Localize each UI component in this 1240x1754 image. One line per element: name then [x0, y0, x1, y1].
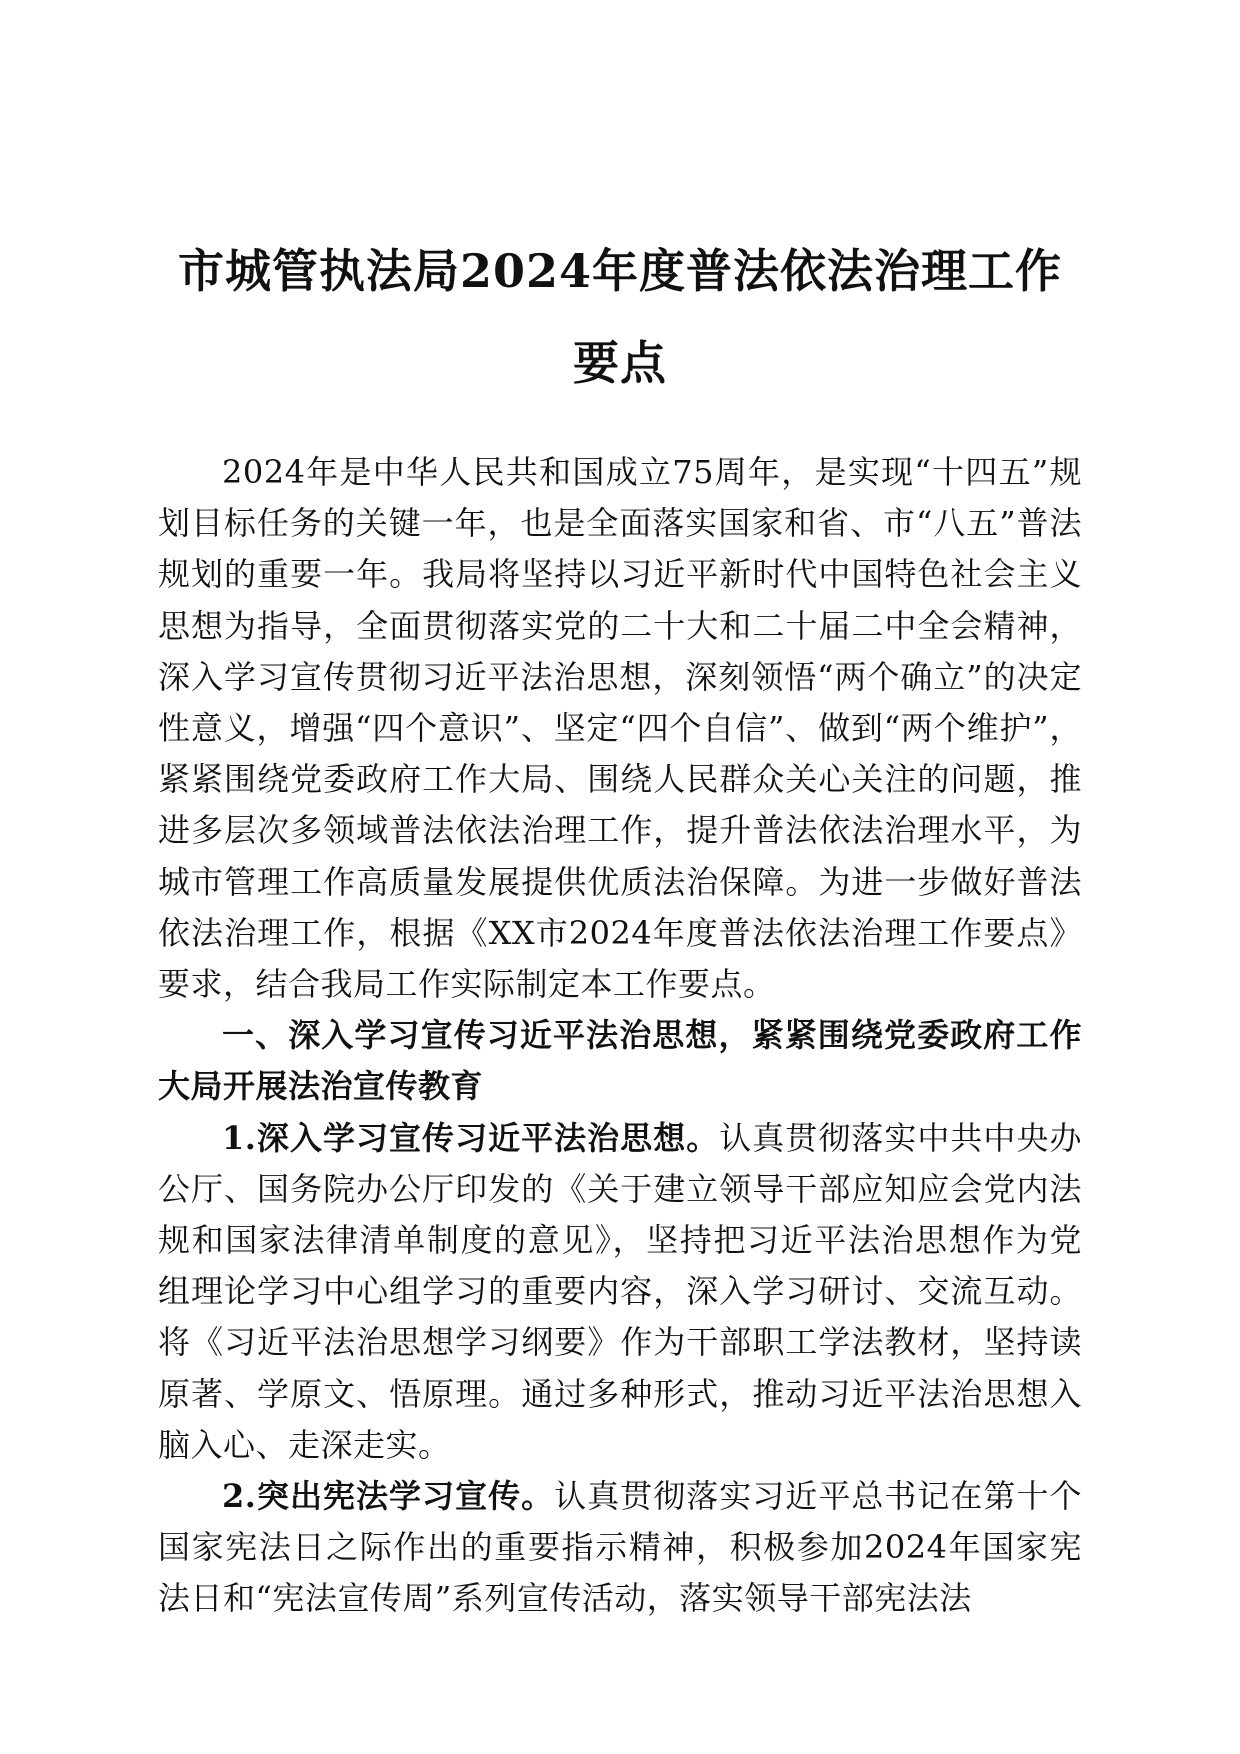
document-body	[158, 447, 1082, 1625]
section-heading-1: 一、深入学习宣传习近平法治思想，紧紧围绕党委政府工作大局开展法治宣传教育	[158, 1016, 1082, 1106]
intro-paragraph: 2024年是中华人民共和国成立75周年，是实现“十四五”规划目标任务的关键一年，也是全面落实国家和省、市“八五”普法规划的重要一年。我局将坚持以习近平新时代中国特色社会主义思想为指导，全面贯彻落实党的二十大和二十届二中全会精神，深入学习宣传贯彻习近平法治思想，深刻领悟“两个确立”的决定性意义，增强“四个意识”、坚定“四个自信”、做到“两个维护”，紧紧围绕党委政府工作大局、围绕人民群众关心关注的问题，推进多层次多领域普法依法治理工作，提升普法依法治理水平，为城市管理工作高质量发展提供优质法治保障。为进一步做好普法依法治理工作，根据《XX市2024年度普法依法治理工作要点》要求，结合我局工作实际制定本工作要点。	[158, 453, 1082, 1004]
item-paragraph-2	[158, 1471, 1082, 1625]
document-title: 市城管执法局2024年度普法依法治理工作要点	[177, 244, 1063, 390]
item-title-1: 1.深入学习宣传习近平法治思想。	[222, 1118, 720, 1157]
item-body-2: 认真贯彻落实习近平总书记在第十个国家宪法日之际作出的重要指示精神，积极参加2024年国家宪法日和“宪法宣传周”系列宣传活动，落实领导干部宪法法	[158, 1477, 1082, 1618]
item-body-1: 认真贯彻落实中共中央办公厅、国务院办公厅印发的《关于建立领导干部应知应会党内法规和国家法律清单制度的意见》，坚持把习近平法治思想作为党组理论学习中心组学习的重要内容，深入学习研讨、交流互动。将《习近平法治思想学习纲要》作为干部职工学法教材，坚持读原著、学原文、悟原理。通过多种形式，推动习近平法治思想入脑入心、走深走实。	[158, 1118, 1082, 1464]
item-title-2: 2.突出宪法学习宣传。	[222, 1477, 555, 1516]
item-paragraph-1	[158, 1113, 1082, 1471]
